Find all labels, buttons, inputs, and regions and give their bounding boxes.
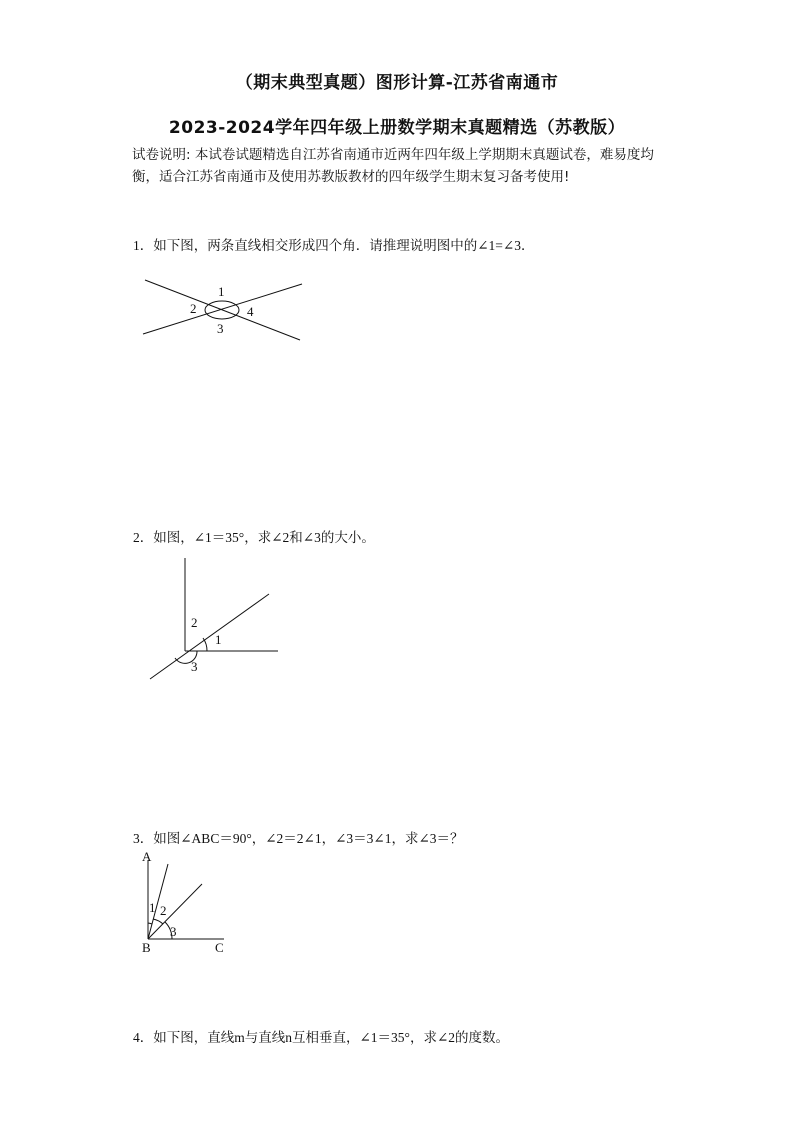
angle-label-1: 1: [215, 632, 222, 647]
point-label-B: B: [142, 940, 151, 955]
angle-label-3: 3: [170, 924, 177, 939]
question-1-figure: [140, 278, 310, 348]
question-4-text: 4．如下图，直线m与直线n互相垂直，∠1＝35°，求∠2的度数。: [133, 1030, 510, 1045]
slanted-line: [150, 594, 269, 679]
angle-label-1: 1: [218, 284, 225, 299]
angle-1-arc: [148, 923, 152, 924]
angle-2-arc: [153, 919, 163, 924]
exam-instructions: 试卷说明: 本试卷试题精选自江苏省南通市近两年四年级上学期期末真题试卷，难易度均衡，适合江苏省南通市及使用苏教版教材的四年级学生期末复习备考使用!: [132, 147, 654, 185]
question-2-text: 2．如图，∠1＝35°，求∠2和∠3的大小。: [133, 530, 375, 545]
angle-label-2: 2: [191, 615, 198, 630]
question-3-figure: [138, 848, 238, 960]
question-1-text: 1．如下图，两条直线相交形成四个角．请推理说明图中的∠1=∠3．: [133, 238, 535, 253]
page-title-line1: （期末典型真题）图形计算-江苏省南通市: [235, 73, 559, 93]
question-3-text: 3．如图∠ABC＝90°，∠2＝2∠1，∠3＝3∠1，求∠3＝？: [133, 831, 464, 846]
question-2-figure: [145, 555, 285, 685]
angle-label-4: 4: [247, 304, 254, 319]
angle-label-3: 3: [217, 321, 224, 336]
angle-label-2: 2: [160, 903, 167, 918]
point-label-C: C: [215, 940, 224, 955]
angle-label-2: 2: [190, 301, 197, 316]
point-label-A: A: [142, 849, 152, 864]
angle-label-1: 1: [149, 900, 156, 915]
angle-label-3: 3: [191, 659, 198, 674]
page-title-line2: 2023-2024学年四年级上册数学期末真题精选（苏教版）: [168, 118, 626, 138]
